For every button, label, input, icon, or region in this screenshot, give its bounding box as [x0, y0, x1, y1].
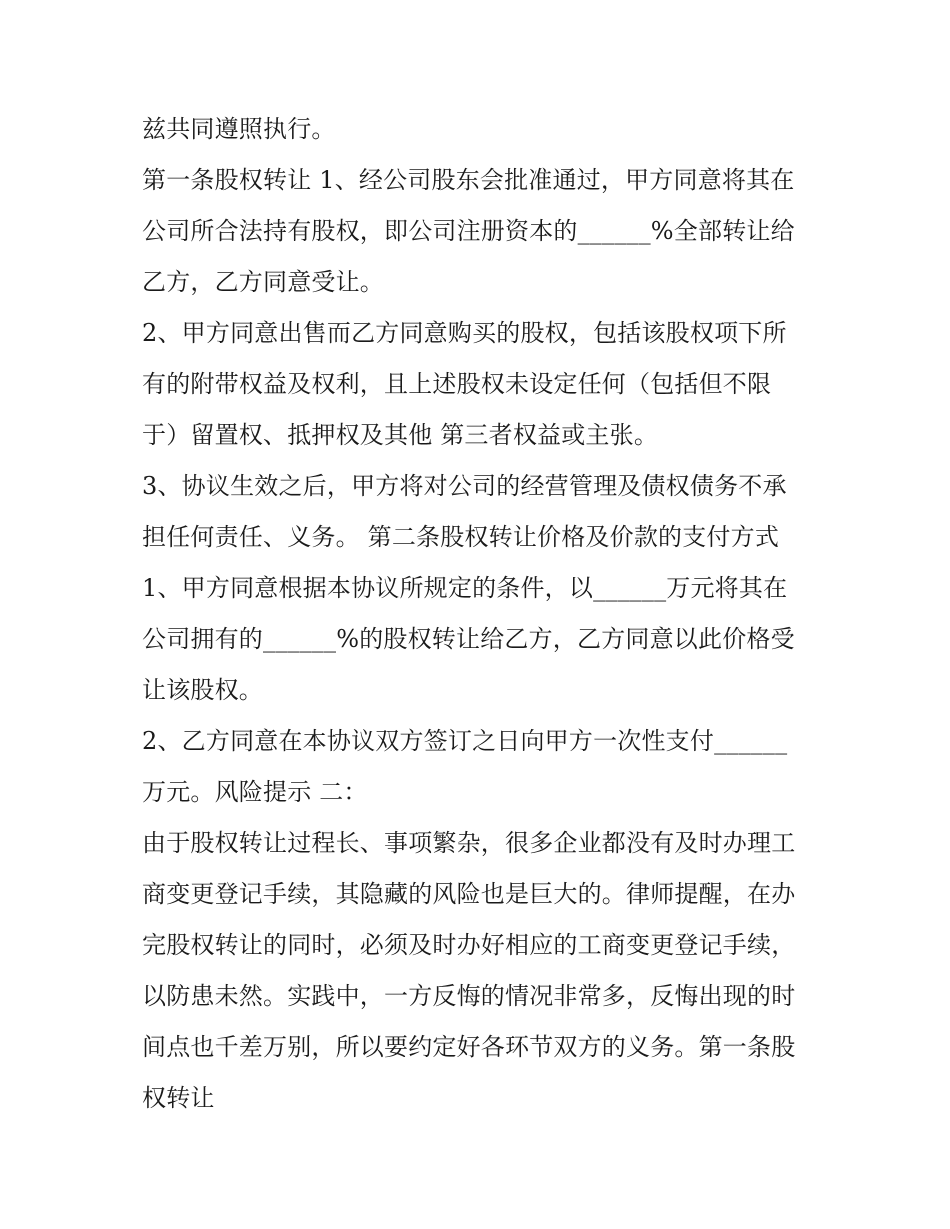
- text-line: 商变更登记手续，其隐藏的风险也是巨大的。律师提醒，在办: [142, 880, 796, 908]
- text-line: 兹共同遵照执行。: [142, 115, 336, 143]
- text-line: 公司所合法持有股权，即公司注册资本的______%全部转让给: [142, 217, 795, 245]
- text-line: 权转让: [142, 1084, 215, 1112]
- text-line: 3、协议生效之后，甲方将对公司的经营管理及债权债务不承: [142, 472, 787, 500]
- document-body: [142, 104, 822, 1124]
- text-line: 2、乙方同意在本协议双方签订之日向甲方一次性支付______: [142, 727, 788, 755]
- text-line: 乙方，乙方同意受让。: [142, 268, 384, 296]
- text-line: 间点也千差万别，所以要约定好各环节双方的义务。第一条股: [142, 1033, 796, 1061]
- text-line: 万元。风险提示 二：: [142, 778, 368, 806]
- text-line: 1、甲方同意根据本协议所规定的条件，以______万元将其在: [142, 574, 788, 602]
- text-line: 第一条股权转让 1、经公司股东会批准通过，甲方同意将其在: [142, 166, 795, 194]
- text-line: 以防患未然。实践中，一方反悔的情况非常多，反悔出现的时: [142, 982, 796, 1010]
- text-line: 担任何责任、义务。 第二条股权转让价格及价款的支付方式: [142, 523, 780, 551]
- text-line: 完股权转让的同时，必须及时办好相应的工商变更登记手续，: [142, 931, 796, 959]
- text-line: 由于股权转让过程长、事项繁杂，很多企业都没有及时办理工: [142, 829, 796, 857]
- text-line: 2、甲方同意出售而乙方同意购买的股权，包括该股权项下所: [142, 319, 787, 347]
- text-line: 让该股权。: [142, 676, 263, 704]
- text-line: 于）留置权、抵押权及其他 第三者权益或主张。: [142, 421, 659, 449]
- text-line: 有的附带权益及权利，且上述股权未设定任何（包括但不限: [142, 370, 772, 398]
- text-line: 公司拥有的______%的股权转让给乙方，乙方同意以此价格受: [142, 625, 795, 653]
